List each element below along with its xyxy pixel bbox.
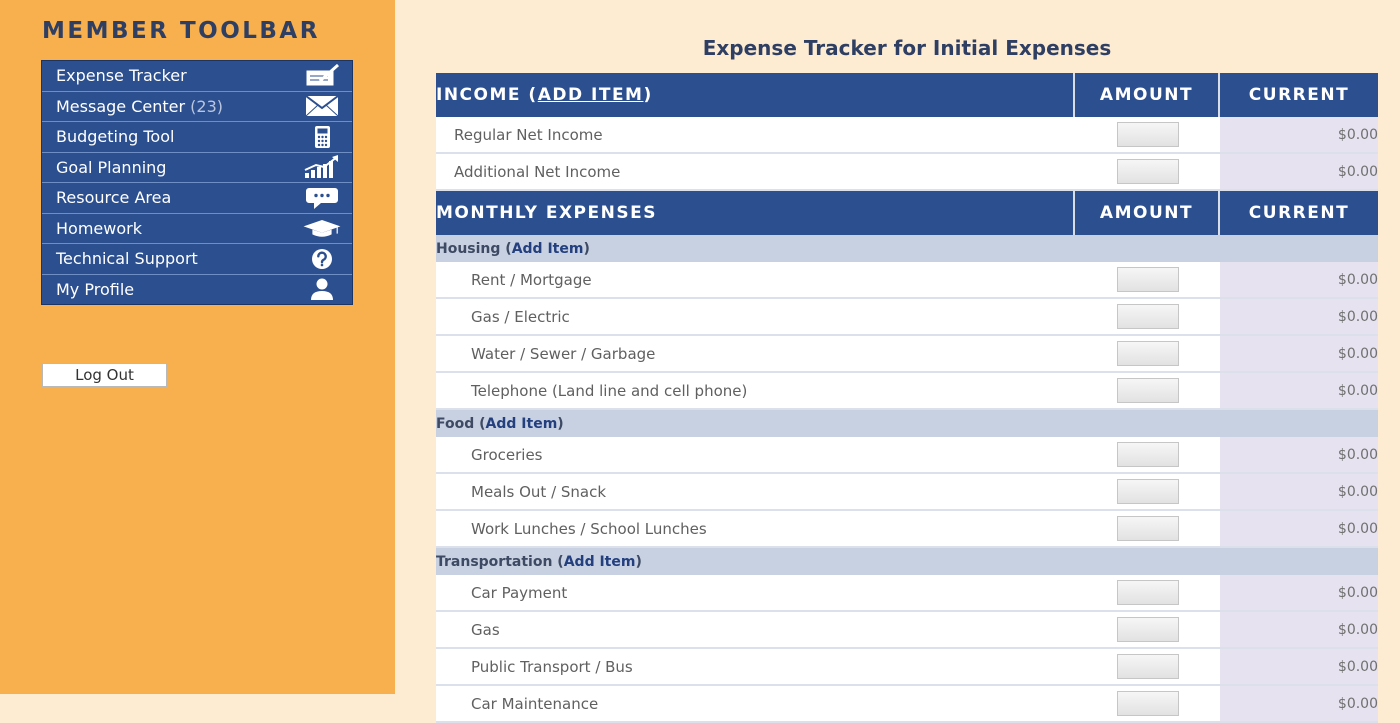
amount-cell (1075, 686, 1220, 723)
calculator-icon (302, 124, 342, 150)
current-value: $0.00 (1220, 336, 1378, 373)
sidebar-item-text: Technical Support (56, 249, 198, 269)
page-title: Expense Tracker for Initial Expenses (702, 36, 1112, 60)
sidebar-item-message-center[interactable] (42, 92, 352, 123)
sidebar-item-goal-planning[interactable] (42, 153, 352, 184)
table-row (436, 474, 1378, 511)
add-item-link[interactable]: Add Item (485, 415, 558, 432)
current-value: $0.00 (1220, 575, 1378, 612)
row-label: Car Payment (436, 575, 1075, 612)
amount-input[interactable] (1117, 654, 1179, 679)
table-row (436, 686, 1378, 723)
current-value: $0.00 (1220, 686, 1378, 723)
amount-cell (1075, 117, 1220, 154)
growth-chart-icon (302, 154, 342, 180)
category-name: Housing (436, 240, 501, 257)
row-label: Gas (436, 612, 1075, 649)
category-name: Transportation (436, 553, 553, 570)
amount-cell (1075, 612, 1220, 649)
current-value: $0.00 (1220, 299, 1378, 336)
amount-cell (1075, 437, 1220, 474)
current-column-header: CURRENT (1220, 73, 1378, 117)
current-value: $0.00 (1220, 262, 1378, 299)
row-label: Car Maintenance (436, 686, 1075, 723)
amount-cell (1075, 649, 1220, 686)
sidebar-item-label (56, 97, 223, 116)
amount-input[interactable] (1117, 122, 1179, 147)
sidebar-item-text: Resource Area (56, 188, 172, 208)
income-header (436, 73, 1378, 117)
speech-bubble-icon (302, 185, 342, 211)
member-toolbar (0, 0, 395, 694)
amount-cell (1075, 154, 1220, 191)
category-header-food (436, 410, 1378, 437)
sidebar-item-technical-support[interactable] (42, 244, 352, 275)
row-label: Regular Net Income (436, 117, 1075, 154)
row-label: Work Lunches / School Lunches (436, 511, 1075, 548)
sidebar-item-text: Budgeting Tool (56, 127, 175, 147)
sidebar-item-text: Message Center (56, 96, 186, 116)
expense-tracker-table (436, 73, 1378, 723)
amount-input[interactable] (1117, 580, 1179, 605)
logout-button[interactable]: Log Out (42, 363, 167, 387)
amount-input[interactable] (1117, 267, 1179, 292)
row-label: Telephone (Land line and cell phone) (436, 373, 1075, 410)
amount-cell (1075, 575, 1220, 612)
sidebar-item-label (56, 188, 171, 207)
amount-input[interactable] (1117, 516, 1179, 541)
table-row (436, 575, 1378, 612)
add-income-item-link[interactable]: ADD ITEM (537, 85, 644, 105)
current-value: $0.00 (1220, 649, 1378, 686)
amount-column-header: AMOUNT (1075, 191, 1220, 235)
question-icon (302, 246, 342, 272)
amount-input[interactable] (1117, 479, 1179, 504)
expenses-section-title (436, 191, 1075, 235)
sidebar-item-text: Goal Planning (56, 157, 167, 177)
amount-input[interactable] (1117, 159, 1179, 184)
row-label: Additional Net Income (436, 154, 1075, 191)
toolbar-title: MEMBER TOOLBAR (42, 18, 320, 44)
message-count-badge: (23) (190, 96, 223, 116)
current-value: $0.00 (1220, 437, 1378, 474)
add-item-link[interactable]: Add Item (511, 240, 584, 257)
current-column-header: CURRENT (1220, 191, 1378, 235)
amount-column-header: AMOUNT (1075, 73, 1220, 117)
sidebar-item-label (56, 66, 187, 85)
table-row (436, 299, 1378, 336)
category-header-housing (436, 235, 1378, 262)
amount-input[interactable] (1117, 378, 1179, 403)
sidebar-item-text: Expense Tracker (56, 66, 187, 86)
category-header-transportation (436, 548, 1378, 575)
table-row (436, 612, 1378, 649)
current-value: $0.00 (1220, 373, 1378, 410)
current-value: $0.00 (1220, 511, 1378, 548)
income-label: INCOME (436, 85, 522, 105)
amount-cell (1075, 373, 1220, 410)
amount-cell (1075, 299, 1220, 336)
sidebar-item-my-profile[interactable] (42, 275, 352, 305)
current-value: $0.00 (1220, 154, 1378, 191)
sidebar-item-resource-area[interactable] (42, 183, 352, 214)
envelope-icon (302, 93, 342, 119)
sidebar-item-budgeting-tool[interactable] (42, 122, 352, 153)
amount-input[interactable] (1117, 617, 1179, 642)
user-icon (302, 276, 342, 302)
row-label: Gas / Electric (436, 299, 1075, 336)
amount-cell (1075, 336, 1220, 373)
row-label: Public Transport / Bus (436, 649, 1075, 686)
category-title: Housing (Add Item) (436, 235, 1378, 262)
sidebar-item-text: Homework (56, 218, 142, 238)
amount-cell (1075, 511, 1220, 548)
table-row (436, 437, 1378, 474)
current-value: $0.00 (1220, 474, 1378, 511)
table-row (436, 154, 1378, 191)
row-label: Meals Out / Snack (436, 474, 1075, 511)
row-label: Rent / Mortgage (436, 262, 1075, 299)
amount-input[interactable] (1117, 442, 1179, 467)
table-row (436, 649, 1378, 686)
category-name: Food (436, 415, 475, 432)
income-section-title: INCOME (ADD ITEM) (436, 73, 1075, 117)
sidebar-item-label (56, 249, 198, 268)
category-title: Transportation (Add Item) (436, 548, 1378, 575)
table-row (436, 262, 1378, 299)
current-value: $0.00 (1220, 612, 1378, 649)
amount-input[interactable] (1117, 691, 1179, 716)
add-item-link[interactable]: Add Item (563, 553, 636, 570)
amount-cell (1075, 474, 1220, 511)
row-label: Groceries (436, 437, 1075, 474)
table-row (436, 373, 1378, 410)
expenses-label: MONTHLY EXPENSES (436, 203, 657, 223)
current-value: $0.00 (1220, 117, 1378, 154)
sidebar-item-label (56, 219, 142, 238)
amount-input[interactable] (1117, 304, 1179, 329)
sidebar-item-expense-tracker[interactable] (42, 61, 352, 92)
toolbar-nav (41, 60, 353, 305)
sidebar-item-label (56, 158, 166, 177)
table-row (436, 336, 1378, 373)
amount-cell (1075, 262, 1220, 299)
notepad-pencil-icon (302, 63, 342, 89)
row-label: Water / Sewer / Garbage (436, 336, 1075, 373)
sidebar-item-label (56, 280, 134, 299)
expenses-header (436, 191, 1378, 235)
table-row (436, 117, 1378, 154)
table-row (436, 511, 1378, 548)
graduation-cap-icon (302, 215, 342, 241)
sidebar-item-label (56, 127, 174, 146)
sidebar-item-homework[interactable] (42, 214, 352, 245)
sidebar-item-text: My Profile (56, 279, 135, 299)
category-title: Food (Add Item) (436, 410, 1378, 437)
amount-input[interactable] (1117, 341, 1179, 366)
